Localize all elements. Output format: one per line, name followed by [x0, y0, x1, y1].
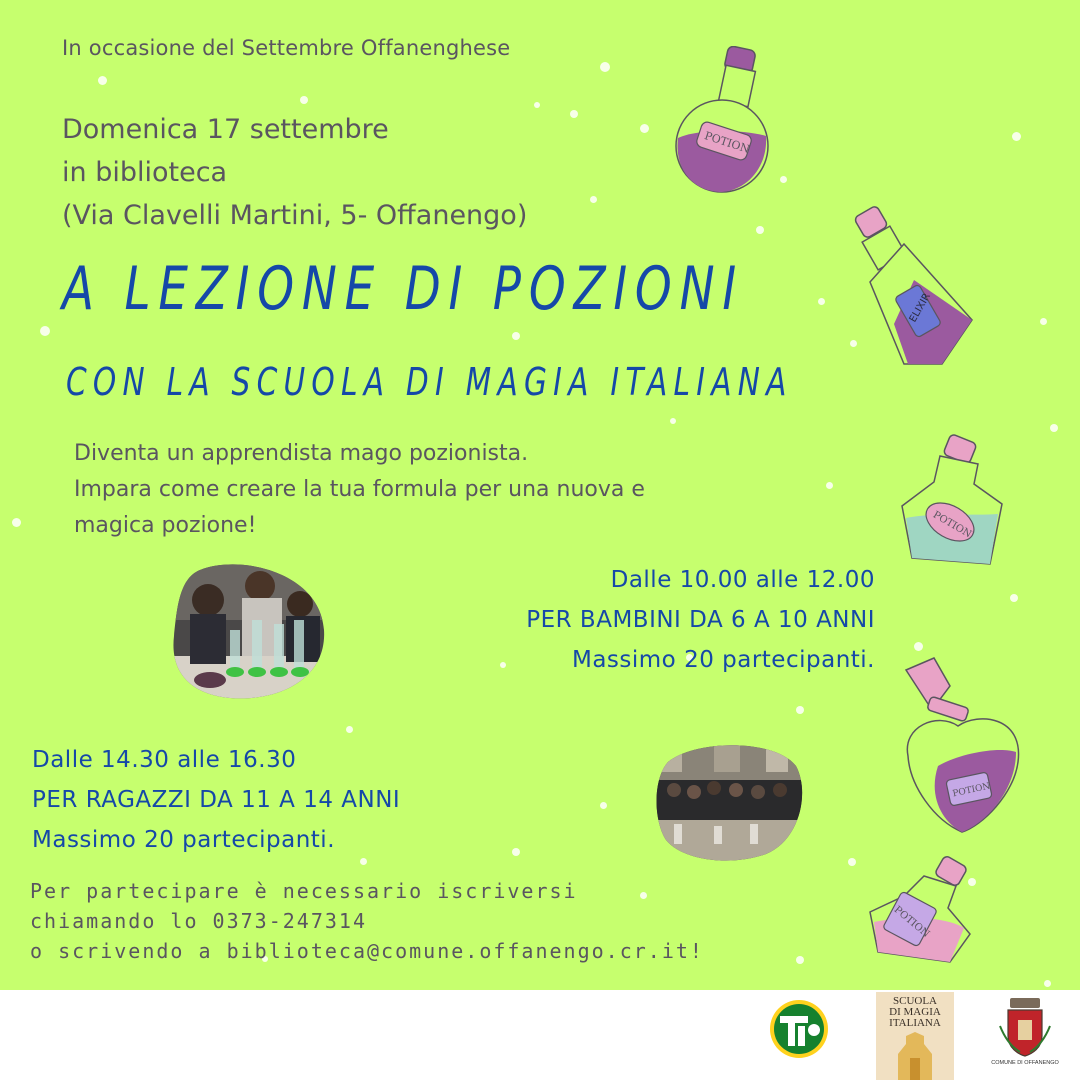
scuola-logo-line-3: ITALIANA: [889, 1017, 941, 1029]
oratorio-logo: [768, 998, 830, 1060]
session-children-time: Dalle 10.00 alle 12.00: [610, 567, 875, 593]
session-teens-audience: PER RAGAZZI DA 11 A 14 ANNI: [32, 787, 401, 813]
comune-offanengo-logo: [991, 996, 1059, 1074]
date-location: Domenica 17 settembre in biblioteca (Via Clavelli Martini, 5- Offanengo): [62, 114, 528, 231]
potion-small-icon: [864, 856, 984, 966]
scuola-logo-line-2: DI MAGIA: [889, 1006, 941, 1018]
potion-label: POTION: [702, 129, 752, 156]
potion-label: POTION: [891, 904, 932, 941]
comune-logo-caption: COMUNE DI OFFANENGO: [991, 1060, 1059, 1066]
description: Diventa un apprendista mago pozionista. Impara come creare la tua formula per una nuova e magica pozione!: [74, 441, 645, 538]
session-teens-time: Dalle 14.30 alle 16.30: [32, 747, 297, 773]
signup-info: Per partecipare è necessario iscriversi chiamando lo 0373-247314 o scrivendo a biblioteca@comune.offanengo.cr.it!: [30, 879, 704, 963]
photo-children-class: [170, 560, 326, 702]
session-children-audience: PER BAMBINI DA 6 A 10 ANNI: [526, 607, 875, 633]
session-children: [380, 560, 875, 680]
photo-teens-class: [654, 740, 804, 862]
footer-logos: [0, 990, 1080, 1080]
session-teens-capacity: Massimo 20 partecipanti.: [32, 827, 336, 853]
potion-label: POTION: [930, 509, 974, 541]
occasion-line: In occasione del Settembre Offanenghese: [62, 36, 511, 60]
scuola-logo-line-1: SCUOLA: [892, 995, 937, 1007]
potion-flask-icon: [660, 46, 780, 196]
potion-label: ELIXIR: [907, 291, 933, 325]
potion-label: POTION: [951, 781, 992, 800]
potion-bottle-icon: [844, 204, 984, 374]
potion-teal-icon: [894, 434, 1014, 574]
scuola-magia-logo: [876, 992, 954, 1080]
subtitle: CON LA SCUOLA DI MAGIA ITALIANA: [66, 360, 793, 404]
page-title: A LEZIONE DI POZIONI: [62, 254, 744, 324]
session-children-capacity: Massimo 20 partecipanti.: [571, 647, 875, 673]
session-teens: [32, 740, 400, 860]
potion-heart-icon: [898, 656, 1028, 836]
